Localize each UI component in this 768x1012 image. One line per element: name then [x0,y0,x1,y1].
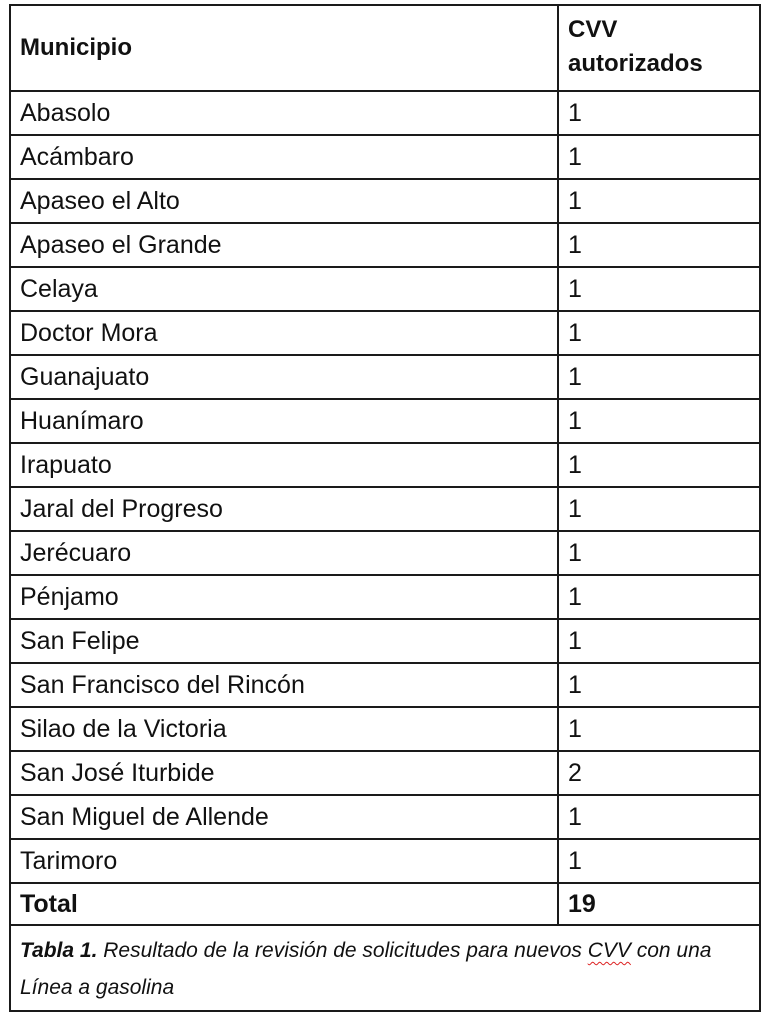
cvv-count-cell: 1 [558,223,760,267]
table-row [10,707,760,751]
municipio-cell: San José Iturbide [10,751,558,795]
cvv-count-cell: 1 [558,839,760,883]
table-caption [10,925,760,1011]
results-table-container [9,4,759,1012]
total-label: Total [10,883,558,925]
municipio-cell: Celaya [10,267,558,311]
table-row [10,91,760,135]
municipio-cell: Jerécuaro [10,531,558,575]
cvv-count-cell: 1 [558,707,760,751]
cvv-count-cell: 1 [558,267,760,311]
municipio-cell: San Felipe [10,619,558,663]
header-municipio: Municipio [10,5,558,91]
municipio-cell: Irapuato [10,443,558,487]
table-row [10,619,760,663]
municipio-cell: Apaseo el Alto [10,179,558,223]
table-header-row [10,5,760,91]
caption-text-a: Resultado de la revisión de solicitudes para nuevos [97,939,588,962]
cvv-count-cell: 1 [558,663,760,707]
caption-row [10,925,760,1011]
table-row [10,311,760,355]
municipio-cell: Silao de la Victoria [10,707,558,751]
municipio-cell: Tarimoro [10,839,558,883]
municipio-cell: San Francisco del Rincón [10,663,558,707]
table-row [10,531,760,575]
municipio-cell: Guanajuato [10,355,558,399]
municipio-cell: Jaral del Progreso [10,487,558,531]
municipio-cell: San Miguel de Allende [10,795,558,839]
header-cvv-line2: autorizados [568,50,703,77]
cvv-count-cell: 1 [558,575,760,619]
cvv-count-cell: 1 [558,619,760,663]
table-row [10,399,760,443]
municipio-cell: Huanímaro [10,399,558,443]
table-row [10,443,760,487]
table-row [10,355,760,399]
caption-label: Tabla 1. [20,939,98,962]
table-row [10,223,760,267]
table-row [10,751,760,795]
table-row [10,267,760,311]
municipio-cell: Abasolo [10,91,558,135]
cvv-count-cell: 1 [558,443,760,487]
total-row [10,883,760,925]
caption-text-b: con una Línea a gasolina [20,939,712,999]
cvv-count-cell: 1 [558,795,760,839]
cvv-count-cell: 1 [558,531,760,575]
table-row [10,663,760,707]
cvv-count-cell: 1 [558,355,760,399]
municipio-cell: Pénjamo [10,575,558,619]
municipio-cell: Apaseo el Grande [10,223,558,267]
cvv-count-cell: 1 [558,91,760,135]
total-value: 19 [558,883,760,925]
header-cvv-line1: CVV [568,16,618,43]
cvv-count-cell: 1 [558,311,760,355]
cvv-count-cell: 1 [558,179,760,223]
municipio-cell: Acámbaro [10,135,558,179]
municipio-cell: Doctor Mora [10,311,558,355]
cvv-count-cell: 1 [558,487,760,531]
caption-cvv-word: CVV [587,939,631,962]
table-row [10,487,760,531]
cvv-count-cell: 1 [558,399,760,443]
cvv-count-cell: 2 [558,751,760,795]
header-cvv-autorizados [558,5,760,91]
table-row [10,839,760,883]
cvv-results-table [9,4,761,1012]
table-row [10,575,760,619]
table-row [10,795,760,839]
cvv-count-cell: 1 [558,135,760,179]
table-row [10,135,760,179]
table-body [10,91,760,883]
table-row [10,179,760,223]
